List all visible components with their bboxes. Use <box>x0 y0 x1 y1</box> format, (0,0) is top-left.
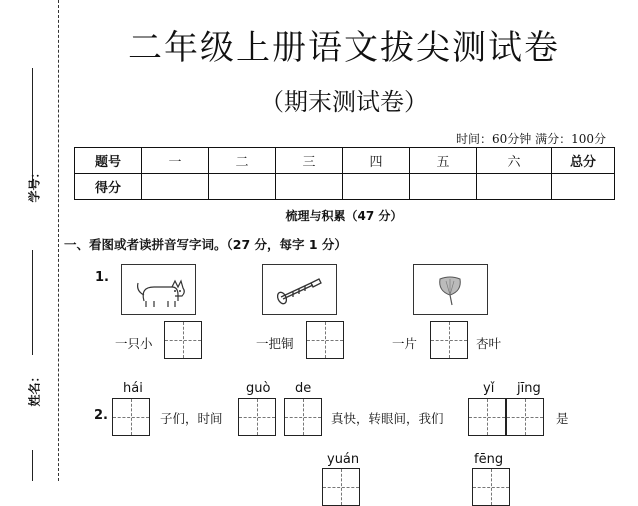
score-input-cell[interactable] <box>477 174 552 200</box>
tian-grid-box[interactable] <box>430 321 468 359</box>
score-table <box>74 147 615 200</box>
picture-frame <box>413 264 488 315</box>
sentence-text: 子们，时间 <box>160 411 223 426</box>
pinyin-label: yǐ <box>483 381 495 396</box>
tian-grid-box[interactable] <box>506 398 544 436</box>
binding-dashed-line <box>58 0 59 481</box>
picture-frame <box>262 264 337 315</box>
score-input-cell[interactable] <box>343 174 410 200</box>
page-subtitle: （期末测试卷） <box>260 88 428 116</box>
table-cell: 三 <box>276 148 343 174</box>
tian-grid-box[interactable] <box>472 468 510 506</box>
pinyin-label: jīng <box>517 381 541 396</box>
pinyin-label: fēng <box>474 452 504 467</box>
score-input-cell[interactable] <box>209 174 276 200</box>
tian-grid-box[interactable] <box>164 321 202 359</box>
table-cell: 得分 <box>75 174 142 200</box>
pinyin-label: guò <box>246 381 271 396</box>
fill-suffix-text: 杏叶 <box>476 336 502 351</box>
name-label: 姓名： <box>27 370 42 407</box>
trumpet-icon <box>263 265 336 314</box>
pinyin-label: yuán <box>327 452 360 467</box>
name-write-line <box>32 250 33 355</box>
class-write-line <box>32 450 33 481</box>
score-input-cell[interactable] <box>276 174 343 200</box>
pinyin-label: de <box>295 381 312 396</box>
fill-prefix-text: 一只小 <box>115 336 153 351</box>
table-cell: 题号 <box>75 148 142 174</box>
sentence-text: 是 <box>556 411 569 426</box>
page-title: 二年级上册语文拔尖测试卷 <box>128 28 560 68</box>
id-label: 学号： <box>27 166 42 203</box>
tian-grid-box[interactable] <box>468 398 506 436</box>
score-input-cell[interactable] <box>552 174 615 200</box>
score-input-cell[interactable] <box>142 174 209 200</box>
table-cell: 一 <box>142 148 209 174</box>
table-cell: 四 <box>343 148 410 174</box>
tian-grid-box[interactable] <box>306 321 344 359</box>
score-table-header-row <box>75 148 615 174</box>
ginkgo-leaf-icon <box>414 265 487 314</box>
tian-grid-box[interactable] <box>238 398 276 436</box>
question-number: 2. <box>94 408 108 423</box>
sentence-text: 真快，转眼间，我们 <box>331 411 444 426</box>
question-number: 1. <box>95 270 109 285</box>
section-title: 梳理与积累（47 分） <box>285 209 403 223</box>
picture-frame <box>121 264 196 315</box>
cat-icon <box>122 265 195 314</box>
score-table-score-row <box>75 174 615 200</box>
tian-grid-box[interactable] <box>322 468 360 506</box>
score-input-cell[interactable] <box>410 174 477 200</box>
tian-grid-box[interactable] <box>284 398 322 436</box>
exam-meta: 时间：60分钟 满分：100分 <box>456 132 606 146</box>
table-cell: 五 <box>410 148 477 174</box>
fill-prefix-text: 一片 <box>392 336 418 351</box>
table-cell: 六 <box>477 148 552 174</box>
pinyin-label: hái <box>123 381 143 396</box>
table-cell: 二 <box>209 148 276 174</box>
table-cell: 总分 <box>552 148 615 174</box>
tian-grid-box[interactable] <box>112 398 150 436</box>
question-1-heading: 一、看图或者读拼音写字词。（27 分，每字 1 分） <box>64 237 347 252</box>
fill-prefix-text: 一把铜 <box>256 336 294 351</box>
